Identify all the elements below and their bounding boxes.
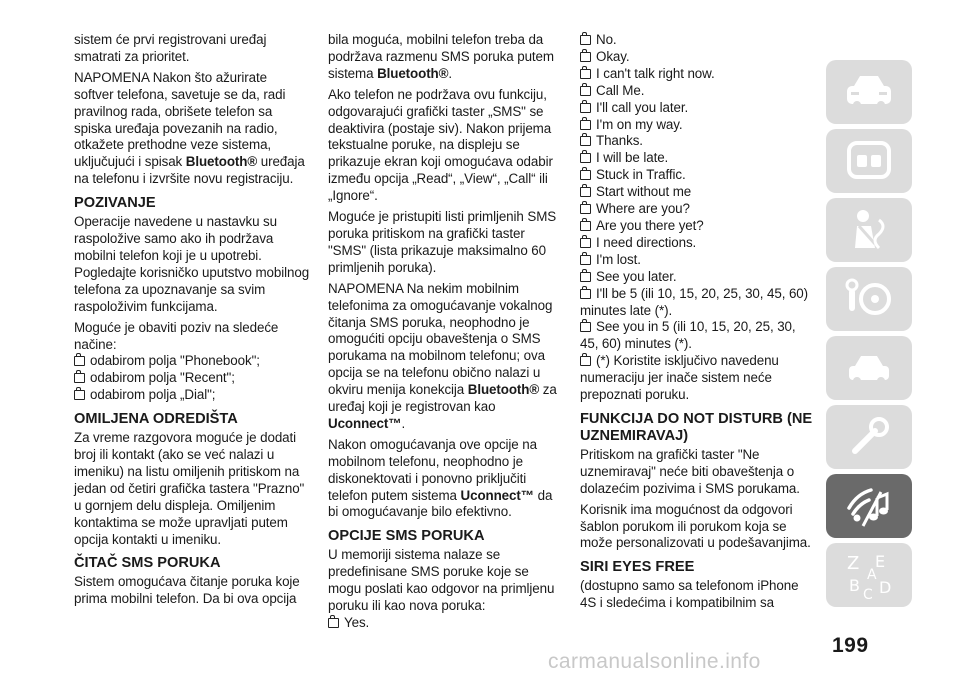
bluetooth-term: Bluetooth®: [377, 65, 449, 81]
paragraph: Pritiskom na grafički taster "Ne uznemiravaj" neće biti obaveštenja o dolazećim pozivima i SMS porukama.: [580, 446, 800, 496]
list-item-text: odabirom polja "Recent";: [90, 370, 235, 386]
list-item-text: Thanks.: [596, 133, 643, 149]
heading-siri-eyes-free: SIRI EYES FREE: [580, 559, 695, 576]
note-paragraph: [74, 70, 310, 188]
list-item-text: No.: [596, 32, 617, 47]
svg-text:D: D: [879, 578, 892, 597]
list-item-text: See you later.: [596, 268, 677, 284]
tab-emergency[interactable]: [826, 336, 912, 400]
list-item: [74, 353, 310, 370]
heading-citac: ČITAČ SMS PORUKA: [74, 555, 221, 572]
paragraph: [328, 437, 564, 522]
paragraph: Sistem omogućava čitanje poruka koje prima mobilni telefon. Da bi ova opcija: [74, 574, 300, 607]
tab-index[interactable]: [826, 543, 912, 607]
list-item-text: Are you there yet?: [596, 217, 704, 233]
list-item-text: Start without me: [596, 184, 692, 200]
checkbox-bullet-icon: [580, 289, 591, 299]
tab-starting-driving[interactable]: [826, 267, 912, 331]
checkbox-bullet-icon: [580, 136, 591, 146]
paragraph: Za vreme razgovora moguće je dodati broj ili kontakt (ako se već nalazi u imeniku) na listu omiljenih pritiskom na jedan od četiri grafička tastera "Prazno" u gornjem delu displeja. Omiljenim kontaktima se može upravljati putem opcija kontakti u imeniku.: [74, 430, 305, 547]
checkbox-bullet-icon: [328, 618, 339, 628]
list-item: [580, 319, 816, 353]
checkbox-bullet-icon: [580, 322, 591, 332]
checkbox-bullet-icon: [74, 373, 85, 383]
text-run: .: [448, 65, 453, 81]
list-item: [580, 133, 816, 150]
sms-message-list: [580, 32, 816, 404]
heading-opcije-sms: OPCIJE SMS PORUKA: [328, 528, 485, 545]
checkbox-bullet-icon: [580, 255, 591, 265]
checkbox-bullet-icon: [580, 153, 591, 163]
list-item: [580, 252, 816, 269]
checkbox-bullet-icon: [580, 238, 591, 248]
paragraph: (dostupno samo sa telefonom iPhone 4S i sledećima i kompatibilnim sa: [580, 578, 799, 611]
svg-text:B: B: [849, 576, 860, 595]
tab-warning-lights[interactable]: [826, 129, 912, 193]
bluetooth-term: Bluetooth®: [185, 154, 258, 170]
list-item-text: I'll call you later.: [596, 99, 689, 115]
checkbox-bullet-icon: [580, 120, 591, 130]
list-item: [74, 387, 310, 404]
list-item: [580, 83, 816, 100]
list-item-text: odabirom polja "Phonebook";: [90, 353, 260, 369]
checkbox-bullet-icon: [580, 204, 591, 214]
call-methods-list: [74, 353, 310, 404]
list-item-text: I'm lost.: [596, 251, 641, 267]
list-item: [580, 66, 816, 83]
checkbox-bullet-icon: [580, 272, 591, 282]
list-item-text: Yes.: [344, 615, 370, 630]
list-item: [580, 218, 816, 235]
checkbox-bullet-icon: [580, 187, 591, 197]
page-number: 199: [832, 634, 869, 657]
list-item: [580, 49, 816, 66]
paragraph: U memoriji sistema nalaze se predefinisane SMS poruke koje se mogu poslati kao odgovor na primljenu poruku ili kao nova poruka:: [328, 547, 555, 614]
list-item: [580, 201, 816, 218]
list-item: [74, 370, 310, 387]
seatbelt-airbag-icon: [841, 202, 897, 258]
list-item-text: I'm on my way.: [596, 116, 683, 132]
list-item: [328, 615, 564, 632]
heading-do-not-disturb: FUNKCIJA DO NOT DISTURB (NE UZNEMIRAVAJ): [580, 410, 813, 444]
paragraph: sistem će prvi registrovani uređaj smatrati za prioritet.: [74, 32, 267, 64]
index-letters-icon: [841, 547, 897, 603]
paragraph: Moguće je obaviti poziv na sledeće načine:: [74, 319, 279, 352]
list-item-text: I will be late.: [596, 150, 669, 166]
list-item: [580, 353, 816, 404]
svg-text:A: A: [867, 567, 877, 583]
paragraph: Operacije navedene u nastavku su raspoložive samo ako ih podržava mobilni telefon koji je u upotrebi. Pogledajte korisničko uputstvo mobilnog telefona za upoznavanje sa svim raspoloživim funkcijama.: [74, 214, 310, 314]
watermark: carmanualsonline.info: [548, 650, 761, 673]
heading-pozivanje: POZIVANJE: [74, 195, 156, 212]
list-item: [580, 32, 816, 49]
paragraph: [328, 32, 564, 83]
checkbox-bullet-icon: [580, 221, 591, 231]
list-item-text: I'll be 5 (ili 10, 15, 20, 25, 30, 45, 60) minutes late (*).: [580, 285, 808, 318]
checkbox-bullet-icon: [580, 69, 591, 79]
checkbox-bullet-icon: [580, 52, 591, 62]
list-item: [580, 100, 816, 117]
text-run: NAPOMENA Na nekim mobilnim telefonima za omogućavanje vokalnog čitanja SMS poruka, neophodno je omogućiti opciju obaveštenja o SMS porukama na mobilnom telefonu; ova opcija se na telefonu obično nalazi u okviru menija konekcija: [328, 280, 553, 398]
uconnect-term: Uconnect™: [328, 415, 402, 431]
list-item-text: (*) Koristite isključivo navedenu numeraciju jer inače sistem neće prepoznati poruku.: [580, 353, 779, 403]
list-item-text: Call Me.: [596, 82, 645, 98]
wrench-service-icon: [841, 409, 897, 465]
svg-text:C: C: [863, 587, 873, 603]
paragraph: Ako telefon ne podržava ovu funkciju, odgovarajući grafički taster „SMS" se deaktivira (postaje siv). Nakon prijema tekstualne poruke, na displeju se prikazuje ekran koji omogućava odabir između opcija „Read“, „View“, „Call“ ili „Ignore“.: [328, 86, 553, 204]
text-run: Nakon omogućavanja ove opcije na mobilnom telefonu, neophodno je diskonektovati i ponovno priključiti telefon putem sistema: [328, 436, 537, 503]
tab-maintenance[interactable]: [826, 405, 912, 469]
paragraph: Moguće je pristupiti listi primljenih SMS poruka pritiskom na grafički taster "SMS" (lista prikazuje maksimalno 60 primljenih poruka).: [328, 209, 557, 275]
multimedia-signal-music-icon: [841, 478, 897, 534]
mechanic-car-icon: [841, 340, 897, 396]
list-item: [580, 150, 816, 167]
list-item-text: See you in 5 (ili 10, 15, 20, 25, 30, 45, 60) minutes (*).: [580, 319, 796, 352]
steering-key-icon: [841, 271, 897, 327]
checkbox-bullet-icon: [74, 356, 85, 366]
list-item: [580, 286, 816, 320]
list-item-text: Where are you?: [596, 201, 690, 217]
tab-multimedia[interactable]: [826, 474, 912, 538]
list-item: [580, 117, 816, 134]
text-run: uređaja na telefonu i izvršite novu registraciju.: [74, 154, 305, 187]
heading-omiljena: OMILJENA ODREDIŠTA: [74, 411, 238, 428]
checkbox-bullet-icon: [74, 390, 85, 400]
list-item-text: Okay.: [596, 48, 630, 64]
list-item: [580, 167, 816, 184]
checkbox-bullet-icon: [580, 170, 591, 180]
car-dashboard-icon: [841, 64, 897, 120]
text-column-3: [580, 32, 816, 616]
text-run: za uređaj koji je registrovan kao: [328, 382, 557, 415]
checkbox-bullet-icon: [580, 35, 591, 45]
text-run: .: [401, 415, 406, 431]
list-item-text: odabirom polja „Dial";: [90, 387, 216, 403]
warning-lights-icon: [841, 133, 897, 189]
checkbox-bullet-icon: [580, 356, 591, 366]
list-item: [580, 184, 816, 201]
bluetooth-term: Bluetooth®: [467, 382, 540, 398]
text-run: da bi omogućavanje bilo efektivno.: [328, 487, 553, 520]
note-paragraph: [328, 281, 564, 433]
list-item-text: I need directions.: [596, 234, 697, 250]
list-item-text: Stuck in Traffic.: [596, 167, 686, 183]
text-run: bila moguća, mobilni telefon treba da podržava razmenu SMS poruka putem sistema: [328, 32, 554, 81]
tab-dashboard[interactable]: [826, 60, 912, 124]
tab-safety[interactable]: [826, 198, 912, 262]
list-item: [580, 235, 816, 252]
text-column-2: [328, 32, 564, 632]
checkbox-bullet-icon: [580, 86, 591, 96]
list-item: [580, 269, 816, 286]
checkbox-bullet-icon: [580, 103, 591, 113]
paragraph: Korisnik ima mogućnost da odgovori šablon porukom ili porukom koja se može personalizovati u podešavanjima.: [580, 501, 811, 551]
list-item-text: I can't talk right now.: [596, 65, 715, 81]
text-run: NAPOMENA Nakon što ažurirate softver telefona, savetuje se da, radi pravilnog rada, obrišete telefon sa spiska uređaja povezanih na radio, otkažete prethodne veze sistema, uključujući i spisak: [74, 69, 286, 170]
svg-text:E: E: [875, 552, 886, 571]
text-column-1: [74, 32, 310, 612]
svg-text:Z: Z: [847, 553, 860, 574]
uconnect-term: Uconnect™: [460, 487, 535, 503]
